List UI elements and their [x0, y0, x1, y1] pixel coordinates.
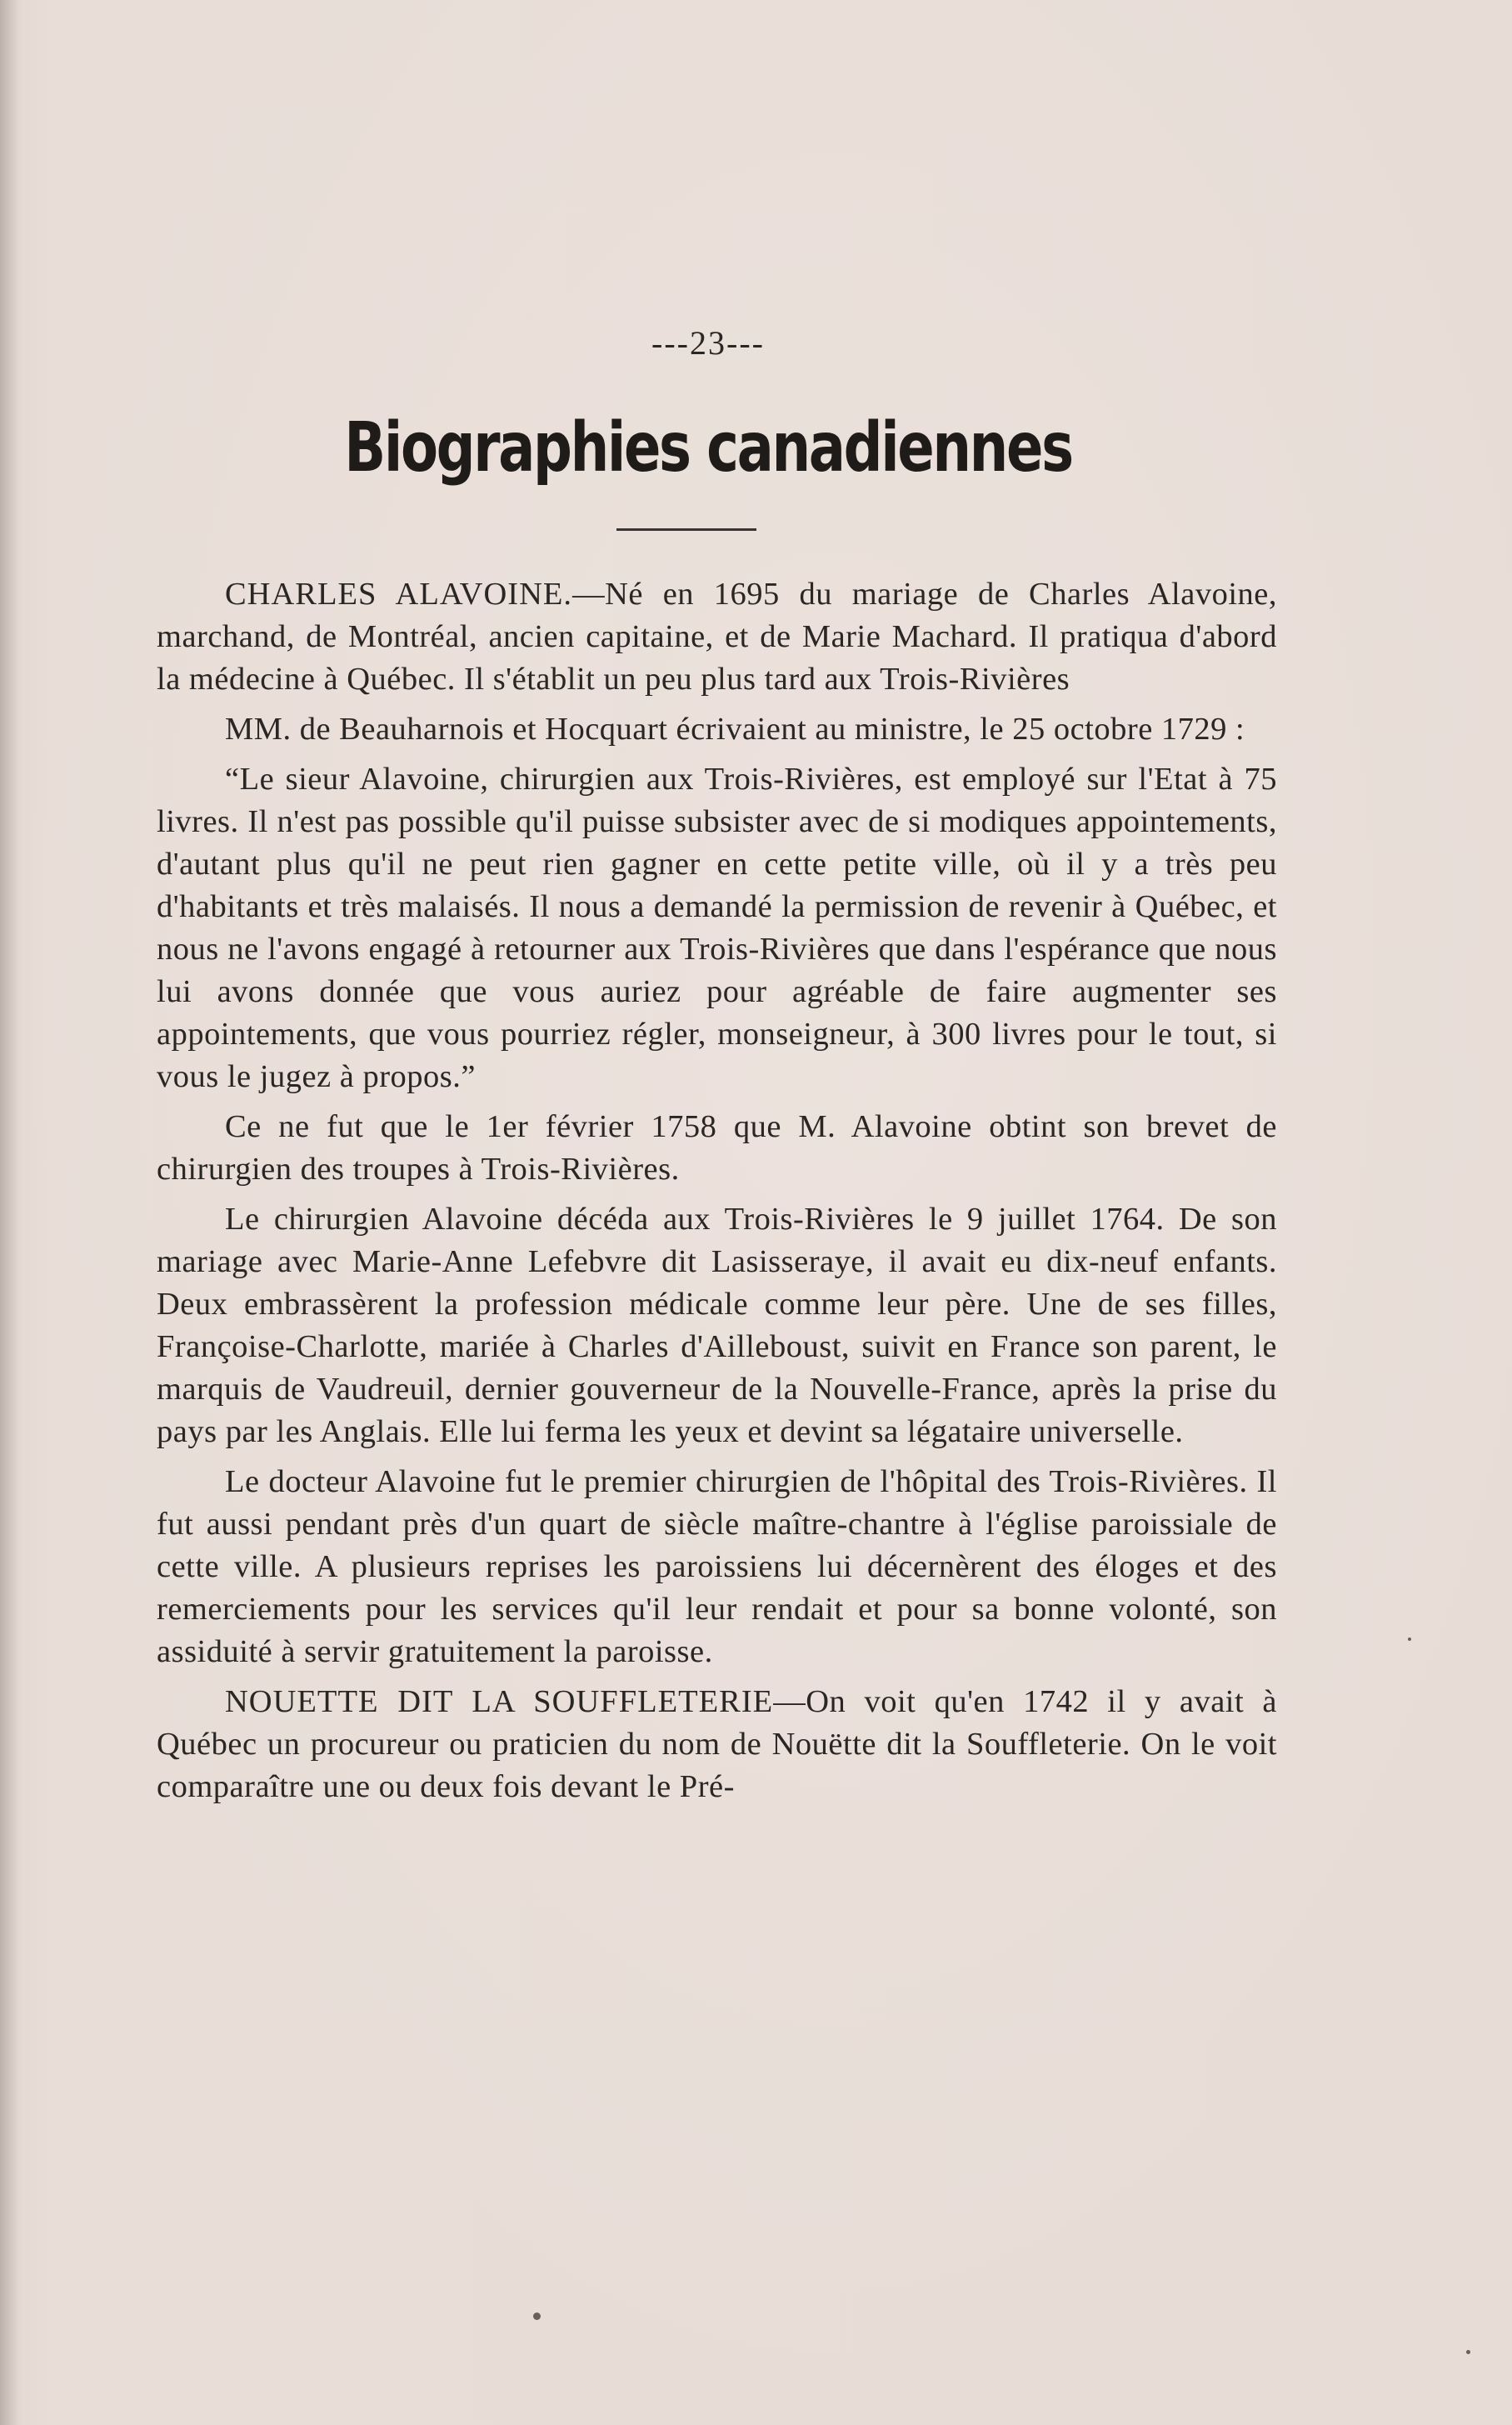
page-number: ---23---	[651, 324, 765, 362]
title-rule	[616, 528, 756, 531]
paragraph-text: “Le sieur Alavoine, chirurgien aux Trois-Rivières, est employé sur l'Etat à 75 livres. Il n'est pas possible qu'il puisse subsister avec de si modiques appointements, d'autant plus qu'il ne peut rien gagner en cette petite ville, où il y a très peu d'habitants et très malaisés. Il nous a demandé la permission de revenir à Québec, et nous ne l'avons engagé à retourner aux Trois-Rivières que dans l'espérance que nous lui avons donnée que vous auriez pour agréable de faire augmenter ses appointements, que vous pourriez régler, monseigneur, à 300 livres pour le tout, si vous le jugez à propos.”	[157, 762, 1277, 1094]
article-body	[157, 573, 1277, 1816]
page-title: Biographies canadiennes	[344, 408, 1072, 488]
paragraph-text: —Né en 1695 du mariage de Charles Alavoine, marchand, de Montréal, ancien capitaine, et de Marie Machard. Il pratiqua d'abord la médecine à Québec. Il s'établit un peu plus tard aux Trois-Rivières	[157, 577, 1277, 697]
paragraph-text: Le chirurgien Alavoine décéda aux Trois-Rivières le 9 juillet 1764. De son mariage avec Marie-Anne Lefebvre dit Lasisseraye, il avait eu dix-neuf enfants. Deux embrassèrent la profession médicale comme leur père. Une de ses filles, Françoise-Charlotte, mariée à Charles d'Ailleboust, suivit en France son parent, le marquis de Vaudreuil, dernier gouverneur de la Nouvelle-France, après la prise du pays par les Anglais. Elle lui ferma les yeux et devint sa légataire universelle.	[157, 1202, 1277, 1449]
paragraph-text: MM. de Beauharnois et Hocquart écrivaient au ministre, le 25 octobre 1729 :	[225, 712, 1245, 747]
binding-edge	[0, 0, 18, 2425]
paragraph-text: —On voit qu'en 1742 il y avait à Québec un procureur ou praticien du nom de Nouëtte dit la Souffleterie. On le voit comparaître une ou deux fois devant le Pré-	[157, 1684, 1277, 1804]
paragraph-hopital	[157, 1461, 1277, 1673]
paper-speck	[533, 2312, 541, 2320]
paragraph-text: Ce ne fut que le 1er février 1758 que M. Alavoine obtint son brevet de chirurgien des troupes à Trois-Rivières.	[157, 1109, 1277, 1187]
paragraph-deces	[157, 1198, 1277, 1453]
paragraph-alavoine-intro	[157, 573, 1277, 701]
paragraph-ministre	[157, 708, 1277, 751]
name-heading-nouette: NOUETTE DIT LA SOUFFLETERIE	[225, 1684, 774, 1719]
paragraph-brevet	[157, 1106, 1277, 1191]
name-heading-alavoine: CHARLES ALAVOINE.	[225, 577, 573, 612]
paper-speck	[1408, 1638, 1411, 1641]
paper-speck	[1466, 2350, 1470, 2354]
paragraph-text: Le docteur Alavoine fut le premier chirurgien de l'hôpital des Trois-Rivières. Il fut aussi pendant près d'un quart de siècle maître-chantre à l'église paroissiale de cette ville. A plusieurs reprises les paroissiens lui décernèrent des éloges et des remerciements pour les services qu'il leur rendait et pour sa bonne volonté, son assiduité à servir gratuitement la paroisse.	[157, 1464, 1277, 1669]
paragraph-quotation	[157, 758, 1277, 1098]
paragraph-nouette	[157, 1681, 1277, 1808]
